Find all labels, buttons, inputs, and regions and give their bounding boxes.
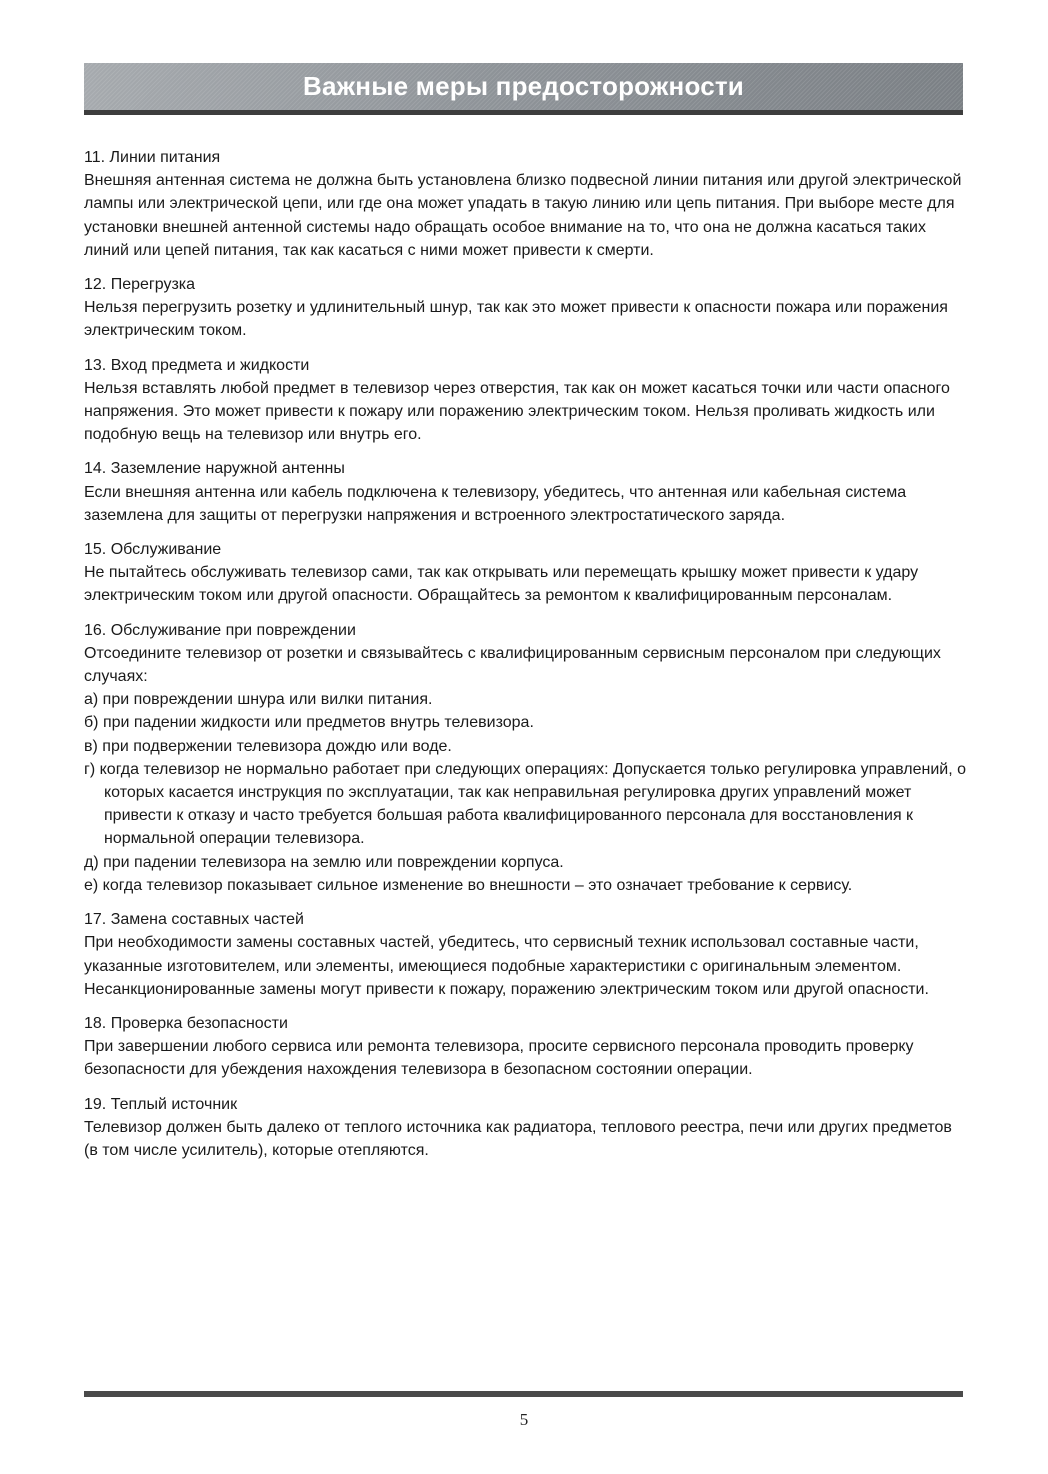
section-text: Нельзя перегрузить розетку и удлинительный шнур, так как это может привести к опасности пожара или поражения электрическим током. — [84, 299, 948, 340]
condition-item: б) при падении жидкости или предметов внутрь телевизора. — [84, 714, 534, 732]
document-body — [84, 146, 969, 1173]
section-power-lines — [84, 146, 969, 262]
section-overload — [84, 273, 969, 343]
condition-item: д) при падении телевизора на землю или повреждении корпуса. — [84, 853, 564, 871]
section-safety-check — [84, 1012, 969, 1082]
page-header-bar — [84, 63, 963, 110]
condition-item: е) когда телевизор показывает сильное изменение во внешности – это означает требование к сервису. — [84, 876, 853, 894]
section-heading: 13. Вход предмета и жидкости — [84, 356, 310, 374]
footer-divider — [84, 1391, 963, 1397]
section-heading: 17. Замена составных частей — [84, 911, 304, 929]
section-text: Если внешняя антенна или кабель подключена к телевизору, убедитесь, что антенная или кабельная система заземлена для защиты от перегрузки напряжения и встроенного электростатического заряда. — [84, 483, 907, 524]
section-heading: 18. Проверка безопасности — [84, 1014, 288, 1032]
page-title: Важные меры предосторожности — [303, 71, 744, 101]
section-text: При завершении любого сервиса или ремонта телевизора, просите сервисного персонала проводить проверку безопасности для убеждения нахождения телевизора в безопасном состоянии операции. — [84, 1038, 914, 1079]
section-object-liquid-entry — [84, 354, 969, 447]
section-text: Не пытайтесь обслуживать телевизор сами, так как открывать или перемещать крышку может привести к удару электрическим током или другой опасности. Обращайтесь за ремонтом к квалифицированным персоналам. — [84, 564, 919, 605]
section-text: Внешняя антенная система не должна быть установлена близко подвесной линии питания или другой электрической лампы или электрической цепи, или где она может упадать в такую линию или цепь питания. При выборе месте для установки внешней антенной системы надо обращать особое внимание на то, что она не должна касаться таких линий или цепей питания, так как касаться с ними может привести к смерти. — [84, 172, 962, 259]
section-heat-source — [84, 1093, 969, 1163]
section-heading: 16. Обслуживание при повреждении — [84, 621, 356, 639]
section-text: При необходимости замены составных частей, убедитесь, что сервисный техник использовал составные части, указанные изготовителем, или элементы, имеющиеся подобные характеристики с оригинальным элементом. Несанкционированные замены могут привести к пожару, поражению электрическим током или другой опасности. — [84, 934, 929, 998]
header-divider — [84, 110, 963, 115]
section-text: Отсоедините телевизор от розетки и связывайтесь с квалифицированным сервисным персоналом при следующих случаях: — [84, 644, 941, 686]
section-heading: 14. Заземление наружной антенны — [84, 460, 345, 478]
section-heading: 11. Линии питания — [84, 149, 221, 166]
condition-item: а) при повреждении шнура или вилки питания. — [84, 691, 433, 709]
section-antenna-grounding — [84, 457, 969, 527]
section-heading: 19. Теплый источник — [84, 1095, 238, 1113]
section-text: Нельзя вставлять любой предмет в телевизор через отверстия, так как он может касаться точки или части опасного напряжения. Это может привести к пожару или поражению электрическим током. Нельзя проливать жидкость или подобную вещь на телевизор или внутрь его. — [84, 379, 950, 444]
page-number: 5 — [519, 1410, 529, 1429]
condition-item: в) при подвержении телевизора дождю или воде. — [84, 737, 452, 755]
section-heading: 12. Перегрузка — [84, 276, 196, 294]
section-damage-servicing — [84, 619, 969, 897]
condition-item: г) когда телевизор не нормально работает при следующих операциях: Допускается только регулировка управлений, о которых касается инструкция по эксплуатации, так как неправильная регулировка других управлений может привести к отказу и часто требуется большая работа квалифицированного персонала для восстановления к нормальной операции телевизора. — [84, 760, 966, 848]
section-replacement-parts — [84, 908, 969, 1001]
section-servicing — [84, 538, 969, 608]
section-text: Телевизор должен быть далеко от теплого источника как радиатора, теплового реестра, печи или других предметов (в том числе усилитель), которые отепляются. — [84, 1118, 952, 1159]
section-heading: 15. Обслуживание — [84, 541, 222, 559]
